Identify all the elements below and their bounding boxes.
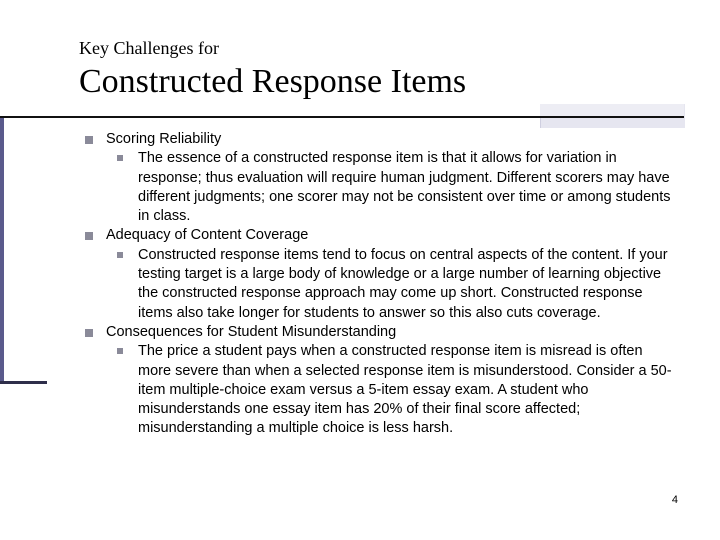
bullet-list <box>0 130 720 439</box>
bullet-heading: Scoring Reliability <box>106 131 222 147</box>
bullet-detail: Constructed response items tend to focus on central aspects of the content. If your testing target is a large body of knowledge or a large number of learning objective the constructed response approach may come up short. Constructed response items also take longer for students to answer so this also cuts coverage. <box>138 246 668 321</box>
square-bullet-icon <box>117 252 123 258</box>
accent-shade <box>540 104 684 116</box>
square-bullet-icon <box>85 136 93 144</box>
bullet-item <box>0 323 720 342</box>
bullet-heading: Consequences for Student Misunderstanding <box>106 323 397 340</box>
bullet-item <box>0 226 720 245</box>
bullet-detail: The essence of a constructed response item is that it allows for variation in response; thus evaluation will require human judgment. Different scorers may have different judgments; one scorer may not be consistent over time or among students in class. <box>138 150 671 225</box>
sub-bullet-item <box>0 246 720 323</box>
bullet-heading: Adequacy of Content Coverage <box>106 227 309 244</box>
page-number: 4 <box>671 494 678 506</box>
sub-bullet-item <box>0 342 720 438</box>
sub-bullet-item <box>0 149 720 226</box>
square-bullet-icon <box>85 232 93 240</box>
title-divider <box>0 116 684 118</box>
slide-title: Constructed Response Items <box>79 63 467 100</box>
square-bullet-icon <box>85 329 93 337</box>
square-bullet-icon <box>117 155 123 161</box>
slide-subtitle: Key Challenges for <box>79 38 219 58</box>
bullet-item <box>0 130 720 149</box>
bullet-detail: The price a student pays when a constructed response item is misread is often more severe than when a selected response item is misunderstood. Consider a 50-item multiple-choice exam versus a 5-item essay exam. A student who misunderstands one essay item has 20% of their final score affected; misunderstanding a multiple choice is less harsh. <box>138 343 672 437</box>
square-bullet-icon <box>117 348 123 354</box>
